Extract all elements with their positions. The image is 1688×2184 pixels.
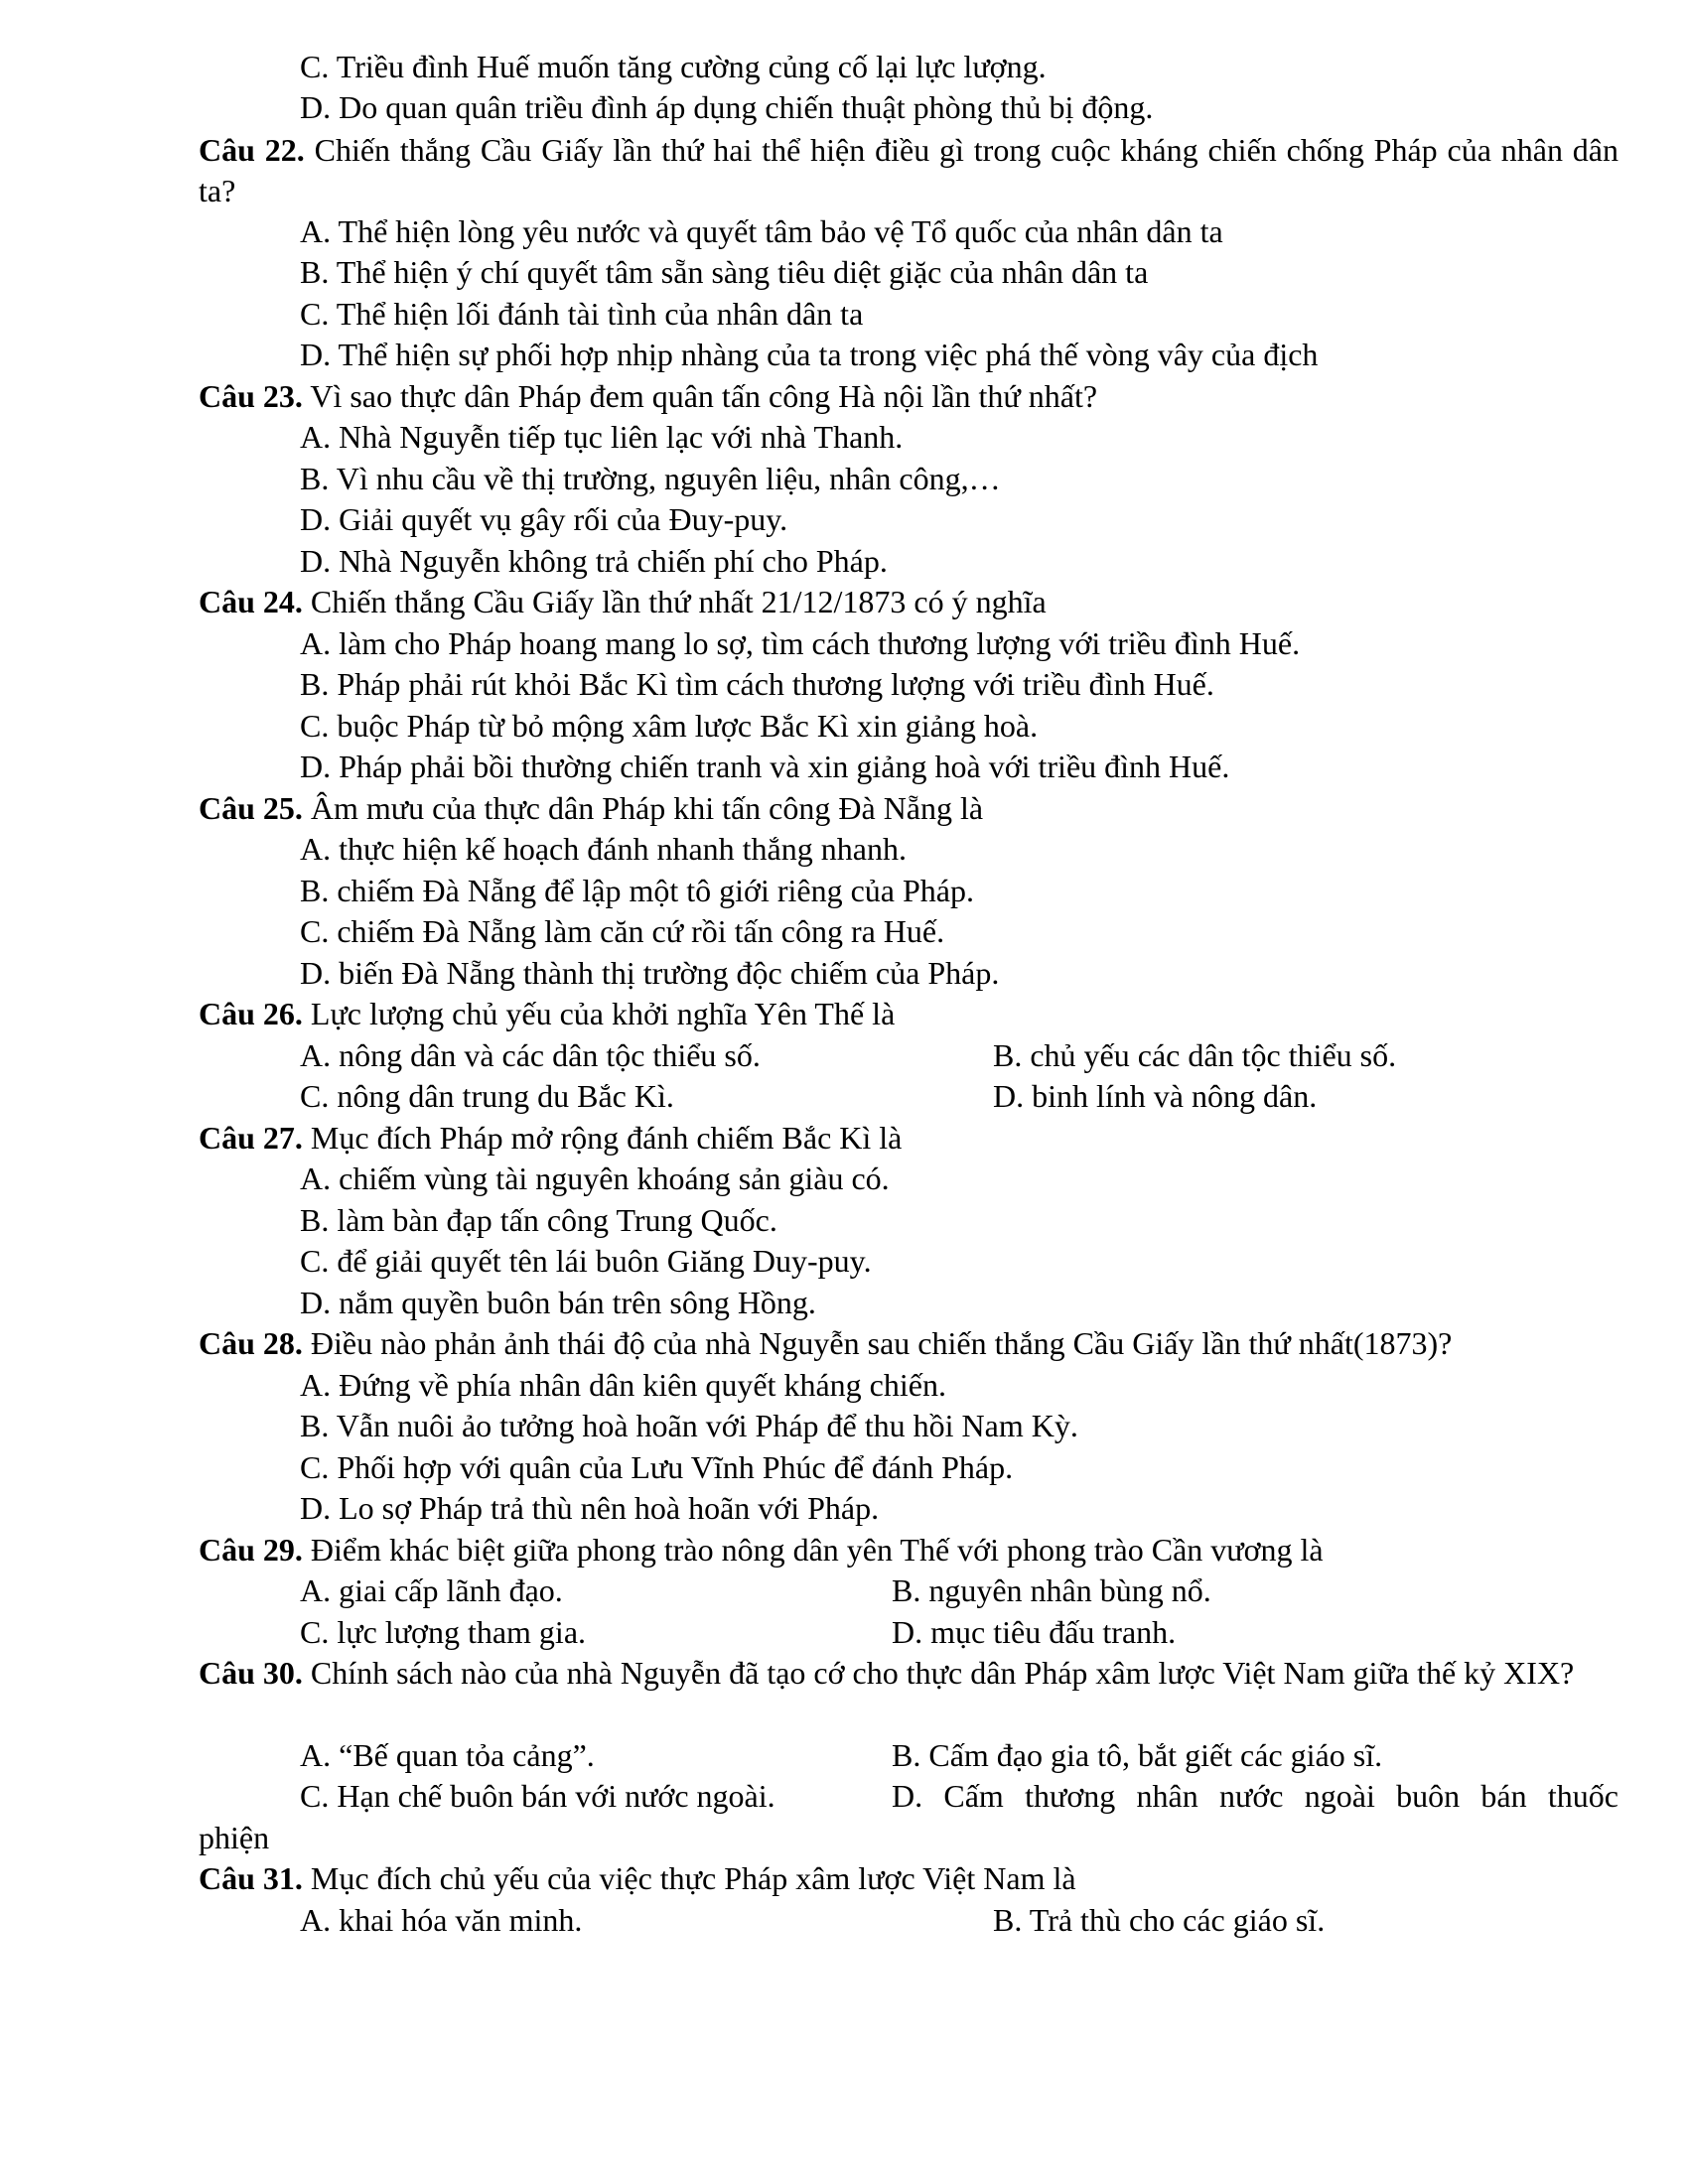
question-29	[199, 1530, 1618, 1570]
option-d: D. Lo sợ Pháp trả thù nên hoà hoãn với Pháp.	[300, 1490, 880, 1526]
option-c: C. buộc Pháp từ bỏ mộng xâm lược Bắc Kì xin giảng hoà.	[300, 708, 1039, 744]
option-d-continuation: phiện	[199, 1820, 270, 1855]
question-text: Mục đích Pháp mở rộng đánh chiếm Bắc Kì là	[302, 1120, 903, 1156]
option-a: A. chiếm vùng tài nguyên khoáng sản giàu có.	[300, 1160, 890, 1196]
option-c: C. Triều đình Huế muốn tăng cường củng cố lại lực lượng.	[300, 49, 1047, 84]
option-d: D. Thể hiện sự phối hợp nhịp nhàng của ta trong việc phá thế vòng vây của địch	[300, 337, 1319, 372]
option-a: A. “Bế quan tỏa cảng”.	[300, 1737, 595, 1773]
option-b: B. Vẫn nuôi ảo tưởng hoà hoãn với Pháp để thu hồi Nam Kỳ.	[300, 1408, 1078, 1443]
option-b: B. Thể hiện ý chí quyết tâm sẵn sàng tiêu diệt giặc của nhân dân ta	[300, 254, 1149, 290]
option-a: A. thực hiện kế hoạch đánh nhanh thắng nhanh.	[300, 831, 907, 867]
question-number: Câu 26.	[199, 996, 303, 1031]
question-number: Câu 25.	[199, 790, 303, 826]
question-30	[199, 1653, 1618, 1694]
option-a: A. Thể hiện lòng yêu nước và quyết tâm bảo vệ Tổ quốc của nhân dân ta	[300, 213, 1223, 249]
option-d: D. Cấm thương nhân nước ngoài buôn bán thuốc	[892, 1778, 1618, 1814]
question-number: Câu 31.	[199, 1860, 303, 1896]
question-text: Điểm khác biệt giữa phong trào nông dân yên Thế với phong trào Cần vương là	[302, 1532, 1324, 1568]
option-d: D. nắm quyền buôn bán trên sông Hồng.	[300, 1285, 816, 1320]
question-31	[199, 1858, 1618, 1899]
option-b: B. Pháp phải rút khỏi Bắc Kì tìm cách thương lượng với triều đình Huế.	[300, 666, 1214, 702]
option-b: B. Trả thù cho các giáo sĩ.	[993, 1902, 1326, 1938]
question-28	[199, 1323, 1618, 1364]
option-a: A. Nhà Nguyễn tiếp tục liên lạc với nhà Thanh.	[300, 419, 904, 455]
option-d: D. Nhà Nguyễn không trả chiến phí cho Pháp.	[300, 543, 888, 579]
option-a: A. khai hóa văn minh.	[300, 1902, 583, 1938]
option-c: C. lực lượng tham gia.	[300, 1614, 587, 1650]
question-23	[199, 376, 1618, 417]
question-text: Chiến thắng Cầu Giấy lần thứ nhất 21/12/1873 có ý nghĩa	[302, 584, 1047, 619]
option-c: C. nông dân trung du Bắc Kì.	[300, 1078, 674, 1114]
question-text: Điều nào phản ảnh thái độ của nhà Nguyễn sau chiến thắng Cầu Giấy lần thứ nhất(1873)?	[302, 1325, 1453, 1361]
question-24	[199, 582, 1618, 622]
option-b: B. làm bàn đạp tấn công Trung Quốc.	[300, 1202, 777, 1238]
option-a: A. làm cho Pháp hoang mang lo sợ, tìm cách thương lượng với triều đình Huế.	[300, 625, 1301, 661]
option-d: D. mục tiêu đấu tranh.	[892, 1614, 1177, 1650]
option-a: A. giai cấp lãnh đạo.	[300, 1572, 563, 1608]
option-b: B. nguyên nhân bùng nổ.	[892, 1572, 1211, 1608]
question-27	[199, 1118, 1618, 1159]
option-b: B. chủ yếu các dân tộc thiểu số.	[993, 1037, 1397, 1073]
question-number: Câu 29.	[199, 1532, 303, 1568]
option-c: C. để giải quyết tên lái buôn Giăng Duy-puy.	[300, 1243, 872, 1279]
question-number: Câu 24.	[199, 584, 303, 619]
option-d: D. biến Đà Nẵng thành thị trường độc chiếm của Pháp.	[300, 955, 1000, 991]
question-text: Vì sao thực dân Pháp đem quân tấn công Hà nội lần thứ nhất?	[302, 378, 1098, 414]
question-text: Âm mưu của thực dân Pháp khi tấn công Đà Nẵng là	[302, 790, 984, 826]
question-text: Mục đích chủ yếu của việc thực Pháp xâm lược Việt Nam là	[302, 1860, 1076, 1896]
question-25	[199, 788, 1618, 829]
question-number: Câu 28.	[199, 1325, 303, 1361]
option-b: B. chiếm Đà Nẵng để lập một tô giới riêng của Pháp.	[300, 873, 974, 908]
question-text: Chính sách nào của nhà Nguyễn đã tạo cớ cho thực dân Pháp xâm lược Việt Nam giữa thế kỷ XIX?	[302, 1655, 1575, 1691]
option-b: B. Vì nhu cầu về thị trường, nguyên liệu, nhân công,…	[300, 461, 1001, 496]
question-26	[199, 994, 1618, 1034]
option-a: A. nông dân và các dân tộc thiểu số.	[300, 1037, 761, 1073]
question-text: Chiến thắng Cầu Giấy lần thứ hai thể hiện điều gì trong cuộc kháng chiến chống Pháp của nhân dân ta?	[199, 132, 1619, 208]
question-text: Lực lượng chủ yếu của khởi nghĩa Yên Thế là	[302, 996, 896, 1031]
option-c: C. Thể hiện lối đánh tài tình của nhân dân ta	[300, 296, 864, 332]
question-number: Câu 27.	[199, 1120, 303, 1156]
option-a: A. Đứng về phía nhân dân kiên quyết kháng chiến.	[300, 1367, 946, 1403]
option-c: C. Hạn chế buôn bán với nước ngoài.	[300, 1778, 775, 1814]
question-number: Câu 22.	[199, 132, 305, 168]
option-c: C. chiếm Đà Nẵng làm căn cứ rồi tấn công ra Huế.	[300, 913, 945, 949]
question-number: Câu 23.	[199, 378, 303, 414]
option-c: D. Giải quyết vụ gây rối của Đuy-puy.	[300, 501, 788, 537]
option-c: C. Phối hợp với quân của Lưu Vĩnh Phúc để đánh Pháp.	[300, 1449, 1014, 1485]
option-b: B. Cấm đạo gia tô, bắt giết các giáo sĩ.	[892, 1737, 1383, 1773]
option-d: D. binh lính và nông dân.	[993, 1078, 1318, 1114]
option-d: D. Pháp phải bồi thường chiến tranh và xin giảng hoà với triều đình Huế.	[300, 749, 1230, 784]
question-number: Câu 30.	[199, 1655, 303, 1691]
option-d: D. Do quan quân triều đình áp dụng chiến thuật phòng thủ bị động.	[300, 89, 1154, 125]
question-22	[199, 130, 1618, 211]
